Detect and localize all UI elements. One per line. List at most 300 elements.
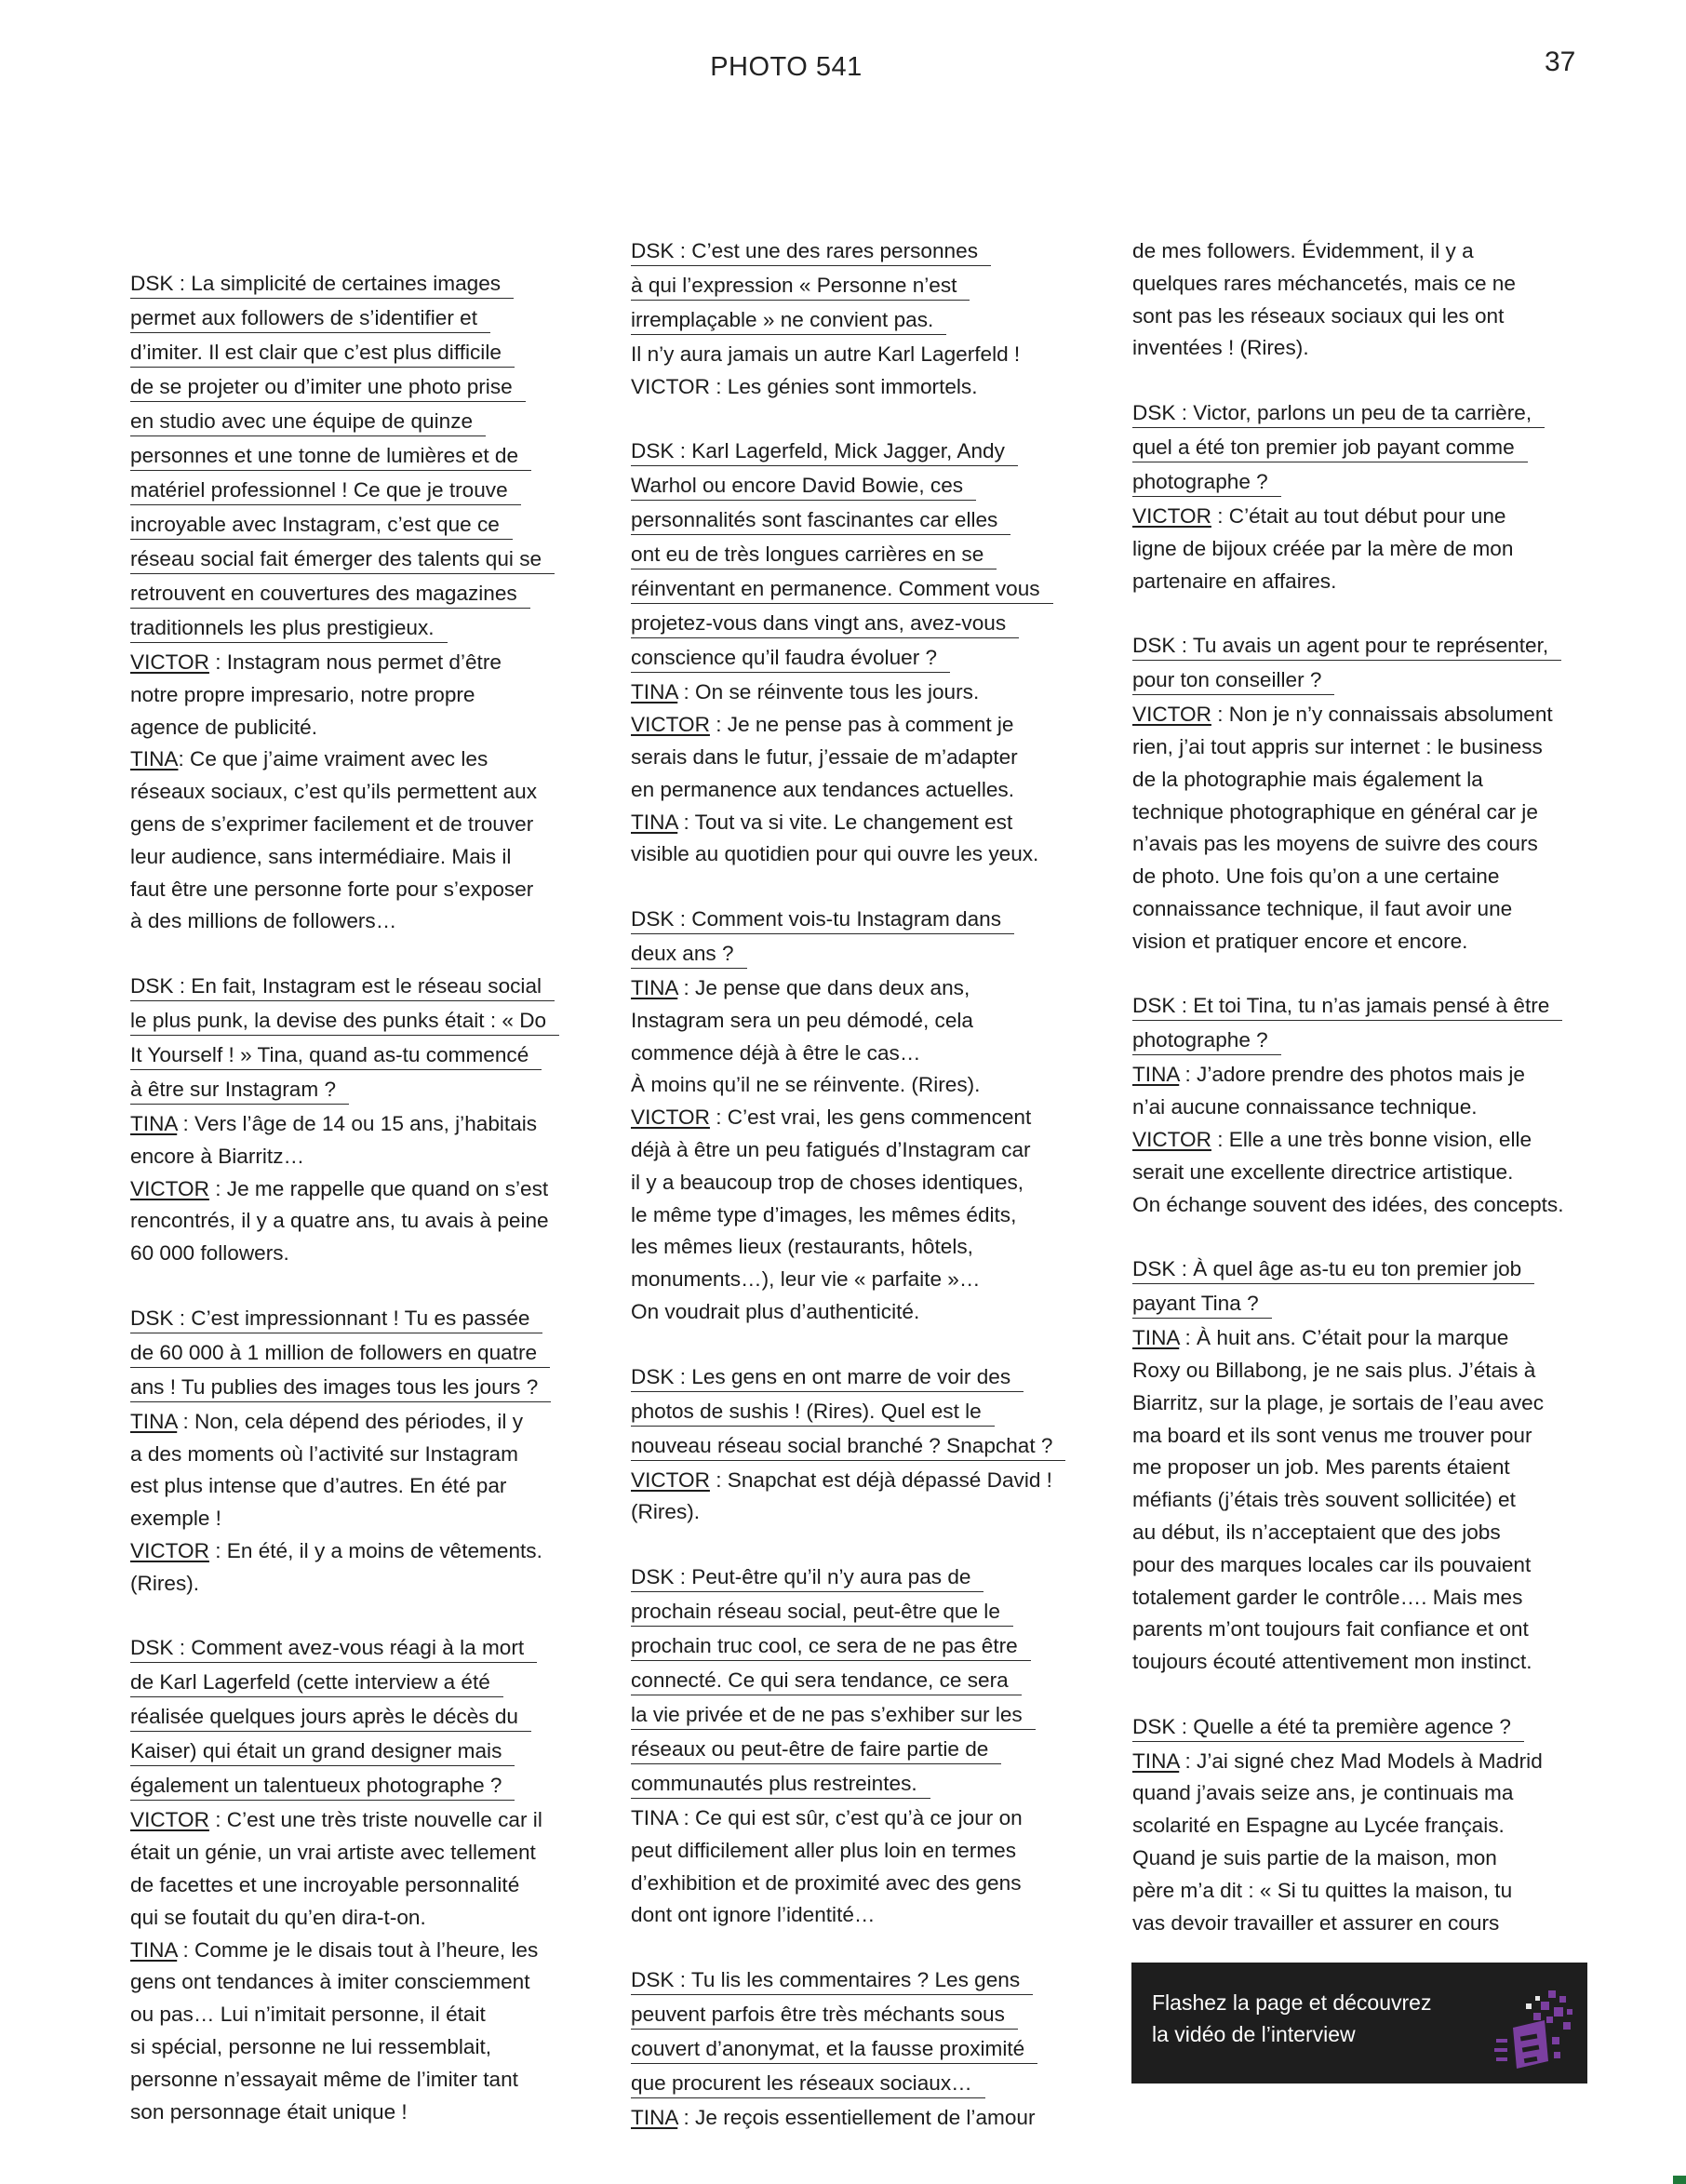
question-line [130, 1303, 600, 1337]
answer-line [1132, 501, 1602, 533]
speaker-name: TINA [130, 747, 179, 771]
answer-line [1132, 731, 1602, 764]
question-line [631, 539, 1101, 573]
answer-text: vision et pratiquer encore et encore. [1132, 929, 1468, 953]
answer-line [130, 1999, 600, 2031]
answer-line [130, 1406, 600, 1439]
answer-line [130, 679, 600, 712]
answer-text: : À huit ans. C’était pour la marque [1179, 1326, 1509, 1350]
answer-line [1132, 699, 1602, 731]
answer-text: notre propre impresario, notre propre [130, 682, 475, 706]
answer-line [1132, 1387, 1602, 1420]
answer-text: personne n’essayait même de l’imiter tant [130, 2067, 518, 2091]
answer-line [1132, 1777, 1602, 1810]
answer-line [130, 2064, 600, 2097]
speaker-name: VICTOR [631, 1467, 710, 1492]
answer-line [631, 2102, 1101, 2135]
interview-exchange [631, 235, 1101, 404]
question-line [130, 1005, 600, 1039]
question-line [130, 1770, 600, 1804]
question-line [631, 608, 1101, 642]
answer-text: : Snapchat est déjà dépassé David ! [709, 1467, 1052, 1492]
question-line [631, 938, 1101, 972]
question-text: conscience qu’il faudra évoluer ? [631, 645, 950, 673]
answer-line [1132, 301, 1602, 333]
page-corner-mark [1673, 2176, 1686, 2184]
question-text: projetez-vous dans vingt ans, avez-vous [631, 610, 1019, 638]
answer-text: agence de publicité. [130, 715, 317, 739]
answer-line [130, 1238, 600, 1270]
answer-text: connaissance technique, il faut avoir une [1132, 896, 1513, 920]
answer-line [1132, 235, 1602, 268]
question-text: personnalités sont fascinantes car elles [631, 507, 1010, 535]
speaker-name: VICTOR [130, 1176, 209, 1200]
interview-exchange [130, 268, 600, 938]
answer-text: totalement garder le contrôle…. Mais mes [1132, 1585, 1523, 1609]
question-text: photographe ? [1132, 469, 1281, 497]
question-line [631, 1430, 1101, 1465]
answer-text: de la photographie mais également la [1132, 767, 1483, 791]
question-text: prochain truc cool, ce sera de ne pas être [631, 1633, 1031, 1661]
answer-line [130, 2031, 600, 2064]
answer-line [631, 1899, 1101, 1932]
answer-text: : J’adore prendre des photos mais je [1179, 1063, 1525, 1087]
question-line [130, 475, 600, 509]
answer-line [1132, 533, 1602, 566]
answer-line [1132, 1355, 1602, 1387]
answer-text: d’exhibition et de proximité avec des gens [631, 1870, 1022, 1895]
answer-text: dont ont ignore l’identité… [631, 1903, 876, 1927]
answer-text: : C’était au tout début pour une [1211, 503, 1506, 528]
interview-exchange [1132, 1253, 1602, 1679]
question-text: d’imiter. Il est clair que c’est plus difficile [130, 340, 515, 368]
question-line [130, 612, 600, 647]
answer-text: On échange souvent des idées, des concepts. [1132, 1192, 1564, 1216]
speaker-name: VICTOR [130, 650, 209, 674]
answer-text: serais dans le futur, j’essaie de m’adapter [631, 744, 1018, 769]
answer-line [1132, 1646, 1602, 1679]
answer-text: On voudrait plus d’authenticité. [631, 1299, 920, 1323]
answer-text: leur audience, sans intermédiaire. Mais il [130, 844, 512, 868]
interview-exchange [1132, 630, 1602, 958]
running-header-title: PHOTO 541 [710, 52, 863, 82]
answer-text: pour des marques locales car ils pouvaient [1132, 1552, 1532, 1576]
answer-line [130, 1804, 600, 1837]
answer-text: inventées ! (Rires). [1132, 336, 1309, 360]
answer-text: (Rires). [130, 1571, 200, 1595]
answer-text: technique photographique en général car je [1132, 799, 1538, 824]
answer-text: encore à Biarritz… [130, 1144, 305, 1168]
answer-text: : Je ne pense pas à comment je [709, 713, 1014, 737]
answer-text: les mêmes lieux (restaurants, hôtels, [631, 1235, 973, 1259]
speaker-name: TINA [130, 1111, 178, 1135]
text-column-1 [130, 268, 600, 2128]
question-text: DSK : Peut-être qu’il n’y aura pas de [631, 1564, 984, 1592]
answer-line [130, 1535, 600, 1568]
answer-text: parents m’ont toujours fait confiance et ont [1132, 1617, 1529, 1641]
answer-line [130, 1205, 600, 1238]
answer-line [1132, 1059, 1602, 1092]
question-line [130, 406, 600, 440]
question-line [631, 1361, 1101, 1396]
answer-text: déjà à être un peu fatigués d’Instagram car [631, 1137, 1031, 1161]
answer-text: de facettes et une incroyable personnalité [130, 1872, 520, 1896]
answer-text: de mes followers. Évidemment, il y a [1132, 239, 1474, 262]
question-line [631, 470, 1101, 504]
answer-line [631, 1231, 1101, 1264]
answer-line [1132, 1157, 1602, 1189]
answer-line [631, 1868, 1101, 1900]
question-line [130, 371, 600, 406]
question-text: réseaux ou peut-être de faire partie de [631, 1736, 1001, 1764]
speaker-name: TINA [631, 2105, 678, 2129]
answer-text: VICTOR : Les génies sont immortels. [631, 374, 978, 398]
question-line [1132, 664, 1602, 699]
question-text: DSK : Comment avez-vous réagi à la mort [130, 1635, 537, 1663]
answer-line [130, 905, 600, 938]
question-line [631, 2033, 1101, 2068]
question-line [130, 578, 600, 612]
answer-line [1132, 797, 1602, 829]
question-text: le plus punk, la devise des punks était : « Do [130, 1008, 559, 1036]
answer-line [631, 1134, 1101, 1167]
question-text: personnes et une tonne de lumières et de [130, 443, 531, 471]
question-line [1132, 397, 1602, 432]
question-line [1132, 432, 1602, 466]
interview-exchange [1132, 397, 1602, 597]
question-text: permet aux followers de s’identifier et [130, 305, 490, 333]
question-line [130, 509, 600, 543]
answer-text: Instagram sera un peu démodé, cela [631, 1008, 973, 1032]
answer-line [1132, 1189, 1602, 1222]
question-line [1132, 630, 1602, 664]
answer-text: gens de s’exprimer facilement et de trouver [130, 811, 534, 836]
answer-line [631, 1167, 1101, 1199]
answer-line [130, 1837, 600, 1869]
question-text: de se projeter ou d’imiter une photo prise [130, 374, 526, 402]
answer-text: qui se foutait du qu’en dira-t-on. [130, 1905, 426, 1929]
answer-line [1132, 1582, 1602, 1615]
answer-text: : Je reçois essentiellement de l’amour [677, 2105, 1036, 2129]
answer-line [130, 1869, 600, 1902]
question-line [1132, 990, 1602, 1025]
question-line [631, 2068, 1101, 2102]
answer-text: : Je me rappelle que quand on s’est [208, 1176, 549, 1200]
question-text: DSK : Quelle a été ta première agence ? [1132, 1714, 1524, 1742]
question-line [130, 1632, 600, 1667]
answer-line [631, 677, 1101, 709]
answer-line [631, 1102, 1101, 1134]
question-text: réinventant en permanence. Comment vous [631, 576, 1053, 604]
answer-text: scolarité en Espagne au Lycée français. [1132, 1814, 1505, 1838]
answer-line [130, 1568, 600, 1601]
answer-text: ligne de bijoux créée par la mère de mon [1132, 536, 1514, 560]
answer-text: : Ce que j’aime vraiment avec les [178, 747, 488, 771]
interview-exchange [1132, 235, 1602, 365]
answer-text: Roxy ou Billabong, je ne sais plus. J’étais à [1132, 1358, 1536, 1382]
answer-line [1132, 332, 1602, 365]
answer-text: il y a beaucoup trop de choses identiques, [631, 1170, 1024, 1194]
interview-exchange [1132, 1711, 1602, 1940]
question-text: It Yourself ! » Tina, quand as-tu commencé [130, 1042, 542, 1070]
speaker-name: TINA [1132, 1749, 1180, 1773]
interview-exchange [1132, 990, 1602, 1221]
question-text: également un talentueux photographe ? [130, 1773, 515, 1801]
answer-text: quand j’avais seize ans, je continuais ma [1132, 1781, 1514, 1805]
answer-line [1132, 1842, 1602, 1875]
question-line [130, 268, 600, 302]
answer-line [1132, 1517, 1602, 1549]
answer-text: toujours écouté attentivement mon instinct. [1132, 1650, 1532, 1674]
qr-promo-box[interactable] [1131, 1963, 1587, 2084]
answer-line [631, 1296, 1101, 1329]
answer-line [1132, 926, 1602, 958]
question-text: de Karl Lagerfeld (cette interview a été [130, 1669, 503, 1697]
answer-line [1132, 764, 1602, 797]
question-text: retrouvent en couvertures des magazines [130, 581, 530, 609]
answer-line [130, 1173, 600, 1206]
question-line [631, 270, 1101, 304]
question-text: deux ans ? [631, 941, 747, 969]
speaker-name: TINA [631, 680, 678, 704]
question-line [631, 1964, 1101, 1999]
answer-text: méfiants (j’étais très souvent sollicitée) et [1132, 1488, 1516, 1512]
answer-text: était un génie, un vrai artiste avec tellement [130, 1841, 536, 1865]
answer-line [1132, 1420, 1602, 1453]
answer-text: 60 000 followers. [130, 1241, 289, 1266]
question-text: réalisée quelques jours après le décès du [130, 1704, 531, 1732]
question-text: couvert d’anonymat, et la fausse proximité [631, 2036, 1037, 2064]
answer-text: TINA : Ce qui est sûr, c’est qu’à ce jour on [631, 1805, 1023, 1829]
answer-text: : Non, cela dépend des périodes, il y [177, 1409, 523, 1433]
question-text: incroyable avec Instagram, c’est que ce [130, 512, 513, 540]
interview-exchange [631, 904, 1101, 1329]
answer-line [631, 1835, 1101, 1868]
question-text: DSK : C’est une des rares personnes [631, 238, 991, 266]
interview-exchange [130, 1632, 600, 2128]
interview-exchange [130, 1303, 600, 1601]
question-text: DSK : Tu avais un agent pour te représenter, [1132, 633, 1561, 661]
question-line [130, 1701, 600, 1735]
speaker-name: VICTOR [1132, 703, 1211, 727]
answer-text: Il n’y aura jamais un autre Karl Lagerfeld ! [631, 342, 1021, 366]
question-line [631, 1396, 1101, 1430]
promo-text-line-2: la vidéo de l’interview [1152, 2022, 1356, 2046]
interview-exchange [631, 1561, 1101, 1932]
speaker-name: TINA [1132, 1326, 1180, 1350]
speaker-name: VICTOR [130, 1538, 209, 1562]
answer-text: ma board et ils sont venus me trouver pour [1132, 1423, 1532, 1447]
question-text: Kaiser) qui était un grand designer mais [130, 1738, 515, 1766]
answer-text: sont pas les réseaux sociaux qui les ont [1132, 303, 1505, 328]
answer-line [130, 1141, 600, 1173]
answer-text: réseaux sociaux, c’est qu’ils permettent aux [130, 780, 538, 804]
answer-text: père m’a dit : « Si tu quittes la maison, tu [1132, 1878, 1513, 1902]
answer-text: commence déjà à être le cas… [631, 1040, 921, 1065]
interview-exchange [631, 435, 1101, 871]
answer-line [631, 774, 1101, 807]
answer-line [1132, 1875, 1602, 1908]
answer-line [1132, 1452, 1602, 1484]
question-line [631, 235, 1101, 270]
question-text: connecté. Ce qui sera tendance, ce sera [631, 1668, 1022, 1695]
question-text: DSK : Victor, parlons un peu de ta carrière, [1132, 400, 1545, 428]
answer-text: au début, ils n’acceptaient que des jobs [1132, 1520, 1501, 1544]
question-line [631, 904, 1101, 938]
question-text: ont eu de très longues carrières en se [631, 542, 997, 569]
question-text: payant Tina ? [1132, 1291, 1272, 1319]
answer-line [1132, 268, 1602, 301]
question-text: DSK : Et toi Tina, tu n’as jamais pensé à être [1132, 993, 1562, 1021]
question-line [1132, 1711, 1602, 1746]
interview-exchange [631, 1964, 1101, 2135]
answer-text: rencontrés, il y a quatre ans, tu avais à peine [130, 1209, 549, 1233]
question-line [130, 1667, 600, 1701]
question-line [1132, 1288, 1602, 1322]
answer-line [130, 1470, 600, 1503]
question-line [631, 1596, 1101, 1630]
promo-text-line-1: Flashez la page et découvrez [1152, 1990, 1432, 2015]
question-line [130, 440, 600, 475]
question-text: DSK : Karl Lagerfeld, Mick Jagger, Andy [631, 438, 1018, 466]
answer-line [631, 709, 1101, 742]
question-text: DSK : Comment vois-tu Instagram dans [631, 906, 1014, 934]
speaker-name: TINA [631, 810, 678, 834]
answer-line [1132, 1746, 1602, 1778]
answer-line [1132, 566, 1602, 598]
speaker-name: VICTOR [1132, 503, 1211, 528]
answer-text: : Tout va si vite. Le changement est [677, 810, 1013, 834]
answer-line [631, 1496, 1101, 1529]
answer-text: peut difficilement aller plus loin en termes [631, 1838, 1017, 1862]
speaker-name: VICTOR [1132, 1127, 1211, 1151]
question-text: matériel professionnel ! Ce que je trouve [130, 477, 521, 505]
question-line [130, 1735, 600, 1770]
speaker-name: VICTOR [631, 713, 710, 737]
answer-text: : Non je n’y connaissais absolument [1211, 703, 1553, 727]
answer-line [130, 776, 600, 809]
question-text: ans ! Tu publies des images tous les jours ? [130, 1374, 551, 1402]
answer-text: Quand je suis partie de la maison, mon [1132, 1846, 1497, 1870]
answer-line [130, 841, 600, 874]
question-line [631, 504, 1101, 539]
answer-line [130, 1902, 600, 1935]
question-line [130, 543, 600, 578]
question-text: DSK : Les gens en ont marre de voir des [631, 1364, 1024, 1392]
answer-text: à des millions de followers… [130, 909, 397, 933]
question-text: DSK : Tu lis les commentaires ? Les gens [631, 1967, 1033, 1995]
question-text: peuvent parfois être très méchants sous [631, 2002, 1018, 2030]
answer-text: si spécial, personne ne lui ressemblait, [130, 2034, 492, 2058]
answer-text: : Je pense que dans deux ans, [677, 975, 970, 999]
flash-code-icon[interactable] [1492, 1983, 1581, 2081]
question-text: pour ton conseiller ? [1132, 667, 1334, 695]
text-column-2 [631, 235, 1101, 2135]
answer-text: en permanence aux tendances actuelles. [631, 777, 1014, 801]
question-line [130, 302, 600, 337]
question-text: photographe ? [1132, 1027, 1281, 1055]
question-text: réseau social fait émerger des talents qui se [130, 546, 555, 574]
answer-text: son personnage était unique ! [130, 2099, 408, 2124]
answer-text: : En été, il y a moins de vêtements. [208, 1538, 542, 1562]
question-line [631, 435, 1101, 470]
speaker-name: TINA [631, 975, 678, 999]
question-text: communautés plus restreintes. [631, 1771, 930, 1799]
question-text: prochain réseau social, peut-être que le [631, 1599, 1013, 1627]
question-text: la vie privée et de ne pas s’exhiber sur les [631, 1702, 1036, 1730]
answer-text: À moins qu’il ne se réinvente. (Rires). [631, 1073, 981, 1097]
question-line [1132, 1253, 1602, 1288]
answer-line [631, 339, 1101, 371]
answer-text: : J’ai signé chez Mad Models à Madrid [1179, 1749, 1543, 1773]
question-text: DSK : La simplicité de certaines images [130, 271, 514, 299]
question-line [631, 1734, 1101, 1768]
question-text: que procurent les réseaux sociaux… [631, 2070, 985, 2098]
question-text: DSK : En fait, Instagram est le réseau social [130, 973, 555, 1001]
answer-line [631, 1005, 1101, 1038]
answer-text: : C’est vrai, les gens commencent [709, 1105, 1032, 1130]
question-line [631, 573, 1101, 608]
answer-text: ou pas… Lui n’imitait personne, il était [130, 2003, 486, 2027]
answer-text: gens ont tendances à imiter consciemment [130, 1970, 530, 1994]
question-line [631, 1561, 1101, 1596]
interview-exchange [130, 971, 600, 1270]
question-line [130, 1039, 600, 1074]
answer-line [130, 1503, 600, 1535]
answer-line [631, 1199, 1101, 1232]
question-line [631, 1630, 1101, 1665]
answer-text: Biarritz, sur la plage, je sortais de l’eau avec [1132, 1390, 1545, 1414]
answer-text: n’ai aucune connaissance technique. [1132, 1095, 1478, 1119]
question-line [1132, 1025, 1602, 1059]
speaker-name: TINA [1132, 1063, 1180, 1087]
answer-line [130, 744, 600, 776]
question-line [631, 1999, 1101, 2033]
answer-line [130, 1935, 600, 1967]
answer-line [1132, 828, 1602, 861]
question-line [1132, 466, 1602, 501]
question-line [631, 304, 1101, 339]
answer-text: rien, j’ai tout appris sur internet : le business [1132, 734, 1543, 758]
answer-text: faut être une personne forte pour s’exposer [130, 877, 534, 901]
answer-text: est plus intense que d’autres. En été par [130, 1474, 507, 1498]
answer-line [1132, 1908, 1602, 1940]
question-text: quel a été ton premier job payant comme [1132, 435, 1528, 462]
answer-text: visible au quotidien pour qui ouvre les yeux. [631, 842, 1039, 866]
answer-line [130, 809, 600, 841]
answer-line [631, 972, 1101, 1005]
question-line [631, 1665, 1101, 1699]
text-column-3 [1132, 235, 1602, 1939]
answer-text: monuments…), leur vie « parfaite »… [631, 1267, 981, 1292]
answer-line [631, 1038, 1101, 1070]
answer-text: partenaire en affaires. [1132, 569, 1337, 593]
answer-text: a des moments où l’activité sur Instagram [130, 1441, 518, 1466]
question-line [130, 1074, 600, 1108]
answer-line [631, 1802, 1101, 1835]
interview-exchange [631, 1361, 1101, 1530]
answer-line [1132, 861, 1602, 893]
answer-line [130, 874, 600, 906]
answer-line [631, 1069, 1101, 1102]
answer-line [130, 2097, 600, 2129]
answer-line [1132, 893, 1602, 926]
answer-line [1132, 1124, 1602, 1157]
speaker-name: TINA [130, 1409, 178, 1433]
question-text: traditionnels les plus prestigieux. [130, 615, 448, 643]
answer-text: : C’est une très triste nouvelle car il [208, 1808, 542, 1832]
page-number: 37 [1545, 47, 1576, 77]
